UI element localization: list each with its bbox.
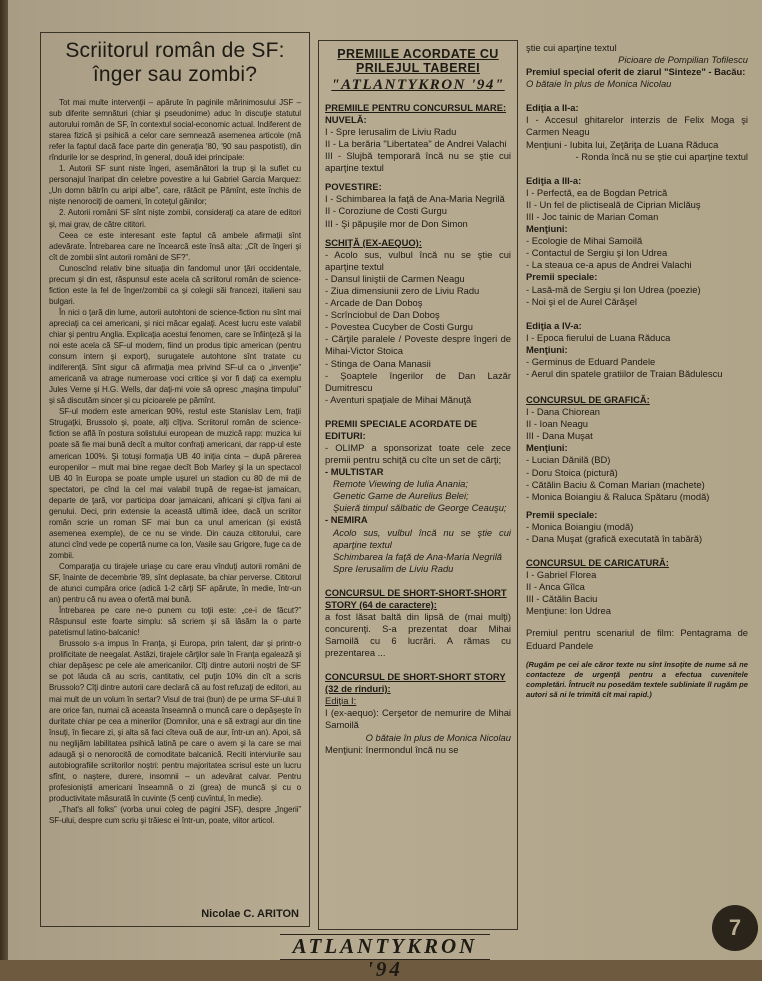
atlantykron-logo: "ATLANTYKRON '94"	[331, 77, 505, 93]
award-line: O bătaie în plus de Monica Nicolau	[365, 731, 511, 743]
section-title: PREMIILE PENTRU CONCURSUL MARE:	[325, 102, 507, 113]
award-line: I - Schimbarea la faţă de Ana-Maria Negrilă	[325, 193, 505, 205]
section-title: CONCURSUL DE SHORT-SHORT-SHORT STORY (64 de caractere):	[325, 586, 507, 610]
award-line: I - Accesul ghitarelor interzis de Felix Moga şi Carmen Neagu	[526, 114, 748, 138]
award-line: - Monica Boiangiu (modă)	[526, 520, 634, 532]
award-line: Remote Viewing de Iulia Anania;	[333, 478, 468, 490]
award-line: ştie cui aparţine textul	[526, 42, 617, 53]
article-paragraph: SF-ul modern este american 90%, restul este Stanislav Lem, fraţii Strugaţki, Brussolo şi, poate, alţi cîţiva. Scriitorul român de science-fiction se află în postura solistului european de muzică rapp: muzica lui poate să fie mai bună decît a multor confraţi americani, dar rapp-ul este american 100%. Şi totuşi formaţia UB 40 iniţia cinta – după părerea europenilor – mult mai bine regae decît Bob Marley şi la un spectacol UB 40 în Europa se poate umple uşurel un stadion cu 80 de mii de spectatori, pe cînd la cel mai valabil trupă de regae-ist jamaican, departe de ţară, vor participa doar jamaicani, africani şi cîţiva fani ai genului. Deci, prin extensie la această ultimă idee, dacă un scriitor român scrie un roman SF mai bun ca unul american (şi există asemenea exemple), de ce nu se vinde. Din cauza cititorului, care atunci cînd vede pe copertă nume ca Ion, Vasile sau Grigore, fuge ca de zombii.	[49, 407, 301, 560]
subsection-title: POVESTIRE:	[325, 181, 382, 193]
award-line: - Monica Boiangiu & Raluca Spătaru (modă)	[526, 490, 710, 502]
award-line: - Arcade de Dan Doboş	[325, 297, 423, 309]
award-line: II - Ioan Neagu	[526, 418, 589, 430]
article-title	[49, 39, 301, 87]
award-subheading: Menţiuni:	[526, 223, 568, 235]
subsection-title: PREMII SPECIALE ACORDATE DE EDITURI:	[325, 417, 478, 441]
publisher-name: - MULTISTAR	[325, 466, 384, 478]
award-line: - La steaua ce-a apus de Andrei Valachi	[526, 259, 692, 271]
award-line: II - La berăria "Libertatea" de Andrei Valachi	[325, 138, 507, 150]
subsection-title: NUVELĂ:	[325, 114, 367, 125]
article-paragraph: În nici o ţară din lume, autorii autohtoni de science-fiction nu sînt mai apreciaţi ca cei americani, şi nici măcar egalaţi. Acest lucru este valabil chiar şi pentru Anglia. Explicaţia acestui fenomen, care se înfiinţeză şi la noi este acela că SF-ul modern, fiind un produs tipic american (pentru consum intern şi export), surugatele autohtone sînt tratate cu indiferenţă. Sînt sigur că afirmaţia mea privind SF-ul ca o „invenţie” americană va atrage numeroase voci critice şi vor fi daţi ca exemplu Jules Verne şi H.G. Wells, dar daţi-mi voie să opresc „maşina timpului” şi să discutăm sincer şi cu picioarele pe pămînt.	[49, 307, 301, 406]
article-paragraph: 1. Autorii SF sunt niste îngeri, asemănători la trup şi la suflet cu personajul înaripat din celebre povestire a lui Gabriel Garcia Marquez: „Un domn bătrîn cu aripi albe”, care, rătăcit pe Pămînt, este închis de niște nenorociți de oameni, în coteţul găinilor;	[49, 164, 301, 207]
award-subheading: Menţiuni:	[526, 442, 568, 454]
award-line: III - Cătălin Baciu	[526, 593, 598, 605]
section-title: CONCURSUL DE GRAFICĂ:	[526, 394, 650, 406]
award-line: - OLIMP a sponsorizat toate cele zece premii pentru schiţă cu cîte un set de cărţi;	[325, 441, 511, 465]
award-line: - Cărţile paralele / Poveste despre îngeri de Mihai-Victor Stoica	[325, 333, 511, 357]
award-line: I - Dana Chiorean	[526, 406, 600, 418]
section-title: CONCURSUL DE CARICATURĂ:	[526, 557, 669, 569]
award-line: III - Şi păpuşile mor de Don Simon	[325, 217, 468, 229]
award-line: Şuieră timpul sălbatic de George Ceauşu;	[333, 502, 507, 514]
article-box	[40, 32, 310, 927]
award-line: Schimbarea la faţă de Ana-Maria Negrilă	[333, 550, 503, 562]
award-line: - Stinga de Oana Manasii	[325, 357, 431, 369]
award-line: - Ronda încă nu se ştie cui aparţine textul	[575, 150, 748, 162]
article-paragraph: Întrebarea pe care ne-o punem cu toţii este: „ce-i de făcut?” Răspunsul este foarte simplu: să scriem şi să lăsăm la o parte patetismul latino-balcanic!	[49, 606, 301, 638]
award-line: Picioare de Pompilian Tofilescu	[618, 54, 748, 66]
award-line: I - Spre Ierusalim de Liviu Radu	[325, 126, 457, 137]
award-line: - Ziua dimensiunii zero de Liviu Radu	[325, 284, 480, 296]
article-paragraph: Tot mai multe intervenţii – apărute în paginile mărinimosului JSF – sub diferite semnături (chiar şi pseudonime) aduc în discuţie statutul autorului român de SF, în contextul social-economic actual. Indiferent de starea fizică şi psihică a celor care semnează asemenea articole (mă refer la faptul dacă face parte din generaţia '80, '90 sau paspotisti), din rîndurile lor se desprind, în general, două idei principale:	[49, 98, 301, 163]
award-line: Spre Ierusalim de Liviu Radu	[333, 562, 454, 574]
subsection-title: SCHIŢĂ (EX-AEQUO):	[325, 236, 422, 248]
award-line: II - Coroziune de Costi Gurgu	[325, 205, 447, 217]
award-line: Menţiuni: Inermondul încă nu se	[325, 743, 459, 755]
award-line: - Povestea Cucyber de Costi Gurgu	[325, 321, 473, 333]
article-paragraph: Comparaţia cu tirajele uriaşe cu care erau vînduţi autorii români de SF, înainte de decembrie '89, sînt deplasate, ba chiar perverse. Cititorul de atunci cumpăra orice (adică 1-2 cărţi SF apărute, în medie, într-un an) pentru că nu avea o ofertă mai bună.	[49, 561, 301, 605]
award-line: III - Slujbă temporară încă nu se ştie cui aparţine textul	[325, 150, 511, 174]
award-line: Menţiuni - Iubita lui, Zeţăriţa de Luana Răduca	[526, 138, 719, 150]
award-line: Acolo sus, vulbul încă nu se ştie cui aparţine textul	[333, 526, 511, 550]
awards-box	[318, 40, 518, 930]
edition-title: Ediţia a II-a:	[526, 102, 579, 114]
award-line: III - Joc tainic de Marian Coman	[526, 210, 659, 222]
award-line: - Lasă-mă de Sergiu şi Ion Udrea (poezie)	[526, 283, 701, 295]
award-line: O bătaie în plus de Monica Nicolau	[526, 78, 672, 90]
award-line: II - Anca Gîlca	[526, 581, 585, 593]
awards-continued	[524, 42, 750, 922]
article-paragraph: Brussolo s-a impus în Franţa, şi Europa, prin talent, dar şi printr-o prolificitate de neegalat. Astăzi, tirajele cărţilor sale în Franţa egalează şi chiar depăşesc pe cele ale americanilor. Cîţi dintre autorii noştri de SF se pot lăuda că au scris, cantitativ, cel puţin 10% din cît a scris Brussolo? Cîţi dintre autorii care declară că au fost refuzaţi de editori, au mai mult de un volum în sertar? Visul de trai (bun) de pe urma SF-ului îl are orice fan, numai că aceasta înseamnă o muncă care o depăşeşte în duritate chiar pe cea a minerilor (Domnilor, una e să extragi aur din tine însuţi, în fiecare zi, şi alta să faci cîteva ouă de aur, într-un an). Apoi, să nu neglijăm labilitatea psihică latină pe care o avem şi la care se mai adaugă şi o nenorocită de comoditate balcanică. Reciti interviurile sau autobiografiile scriitorilor noştri: pentru majoritatea scrisul este un lucru sfînt, o naştere, durere, insomnii – un adevărat calvar. Pentru profesioniştii americani înseamnă o zi (grea) de muncă şi cu o productivitate măsurată în cuvinte (5 cenţi cuvîntul, în medie).	[49, 639, 301, 803]
award-line: - Scrînciobul de Dan Doboş	[325, 309, 440, 321]
award-line: I (ex-aequo): Cerşetor de nemurire de Mihai Samoilă	[325, 707, 511, 731]
awards-header-line-2: PRILEJUL TABEREI	[355, 61, 480, 75]
screenplay-award: Premiul pentru scenariul de film: Pentagrama de Eduard Pandele	[526, 627, 748, 651]
editorial-note: (Rugăm pe cei ale căror texte nu sînt însoţite de nume să ne contacteze de urgenţă pentru a efectua cuvenitele completări. Întrucît nu posedăm textele subliniate îl rugăm pe autori să ni le trimită cît mai rapid.)	[526, 659, 748, 699]
award-line: - Noi şi el de Aurel Cărăşel	[526, 295, 637, 307]
award-line: - Şoaptele îngerilor de Dan Lazăr Dumitrescu	[325, 369, 511, 393]
award-line: III - Dana Muşat	[526, 430, 593, 442]
edition-title: Ediţia a IV-a:	[526, 319, 582, 331]
award-line: I - Perfectă, ea de Bogdan Petrică	[526, 186, 668, 198]
publisher-name: - NEMIRA	[325, 514, 368, 526]
awards-header-line-1: PREMIILE ACORDATE CU	[337, 47, 499, 61]
article-title-line-1: Scriitorul român de SF:	[65, 39, 285, 62]
section-title: CONCURSUL DE SHORT-SHORT STORY (32 de rînduri):	[325, 671, 506, 695]
award-line: - Lucian Dănilă (BD)	[526, 454, 611, 466]
award-line: - Ecologie de Mihai Samoilă	[526, 235, 643, 247]
award-line: II - Un fel de plictiseală de Ciprian Miclăuş	[526, 198, 701, 210]
award-line: - Contactul de Sergiu şi Ion Udrea	[526, 247, 668, 259]
article-paragraph: 2. Autorii români SF sînt niște zombii, consideraţi ca atare de editori şi, mai grav, de către cititori.	[49, 208, 301, 229]
award-line: - Acolo sus, vulbul încă nu se ştie cui aparţine textul	[325, 248, 511, 272]
award-line: - Doru Stoica (pictură)	[526, 466, 618, 478]
page-number: 7	[712, 905, 758, 951]
article-paragraph: „That's all folks” (vorba unui coleg de pagini JSF), despre „îngerii” SF-ului, despre cum scriu şi trăiesc ei într-un, poate, viitor articol.	[49, 805, 301, 826]
article-paragraph: Ceea ce este interesant este faptul că ambele afirmaţii sînt adevărate. Întrebarea care ne încearcă este însă alta: „Cît de îngeri şi cît de zombii sînt autorii români de SF?”.	[49, 230, 301, 262]
award-line: - Germinus de Eduard Pandele	[526, 355, 656, 367]
award-line: I - Gabriel Florea	[526, 569, 597, 581]
award-line: I - Epoca fierului de Luana Răduca	[526, 331, 671, 343]
award-line: - Aventuri spaţiale de Mihai Mănuţă	[325, 393, 472, 405]
article-paragraph: Cunoscînd relativ bine situaţia din fandomul unor ţări occidentale, precum şi din est, răspunsul este acela că scriitorul român de science-fiction este la fel de înger/zombii ca şi colegii săi francezi, italieni sau bulgari.	[49, 263, 301, 306]
award-line: Menţiune: Ion Udrea	[526, 605, 611, 617]
section-text: a fost lăsat baltă din lipsă de (mai mulţi) concurenţi. S-a prezentat doar Mihai Samoilă cu 6 lucrări. A rămas cu prezentarea ...	[325, 610, 511, 659]
edition-title: Ediţia I:	[325, 695, 357, 707]
article-body	[49, 97, 301, 826]
article-title-line-2: înger sau zombi?	[92, 63, 258, 86]
award-line: - Dana Muşat (grafică executată în tabără)	[526, 533, 703, 544]
award-line: Genetic Game de Aurelius Belei;	[333, 490, 469, 502]
award-subheading: Premii speciale:	[526, 271, 598, 283]
award-line: Premiul special oferit de ziarul "Sinteze" - Bacău:	[526, 66, 746, 78]
edition-title: Ediţia a III-a:	[526, 174, 582, 186]
award-line: - Dansul liniştii de Carmen Neagu	[325, 272, 465, 284]
award-subheading: Menţiuni:	[526, 343, 568, 355]
article-signature: Nicolae C. ARITON	[201, 908, 299, 920]
award-line: - Cătălin Baciu & Coman Marian (machete)	[526, 478, 705, 490]
footer-logo: ATLANTYKRON '94	[280, 934, 490, 960]
award-subheading: Premii speciale:	[526, 508, 598, 520]
award-line: - Aerul din spatele gratiilor de Traian Bădulescu	[526, 367, 723, 379]
